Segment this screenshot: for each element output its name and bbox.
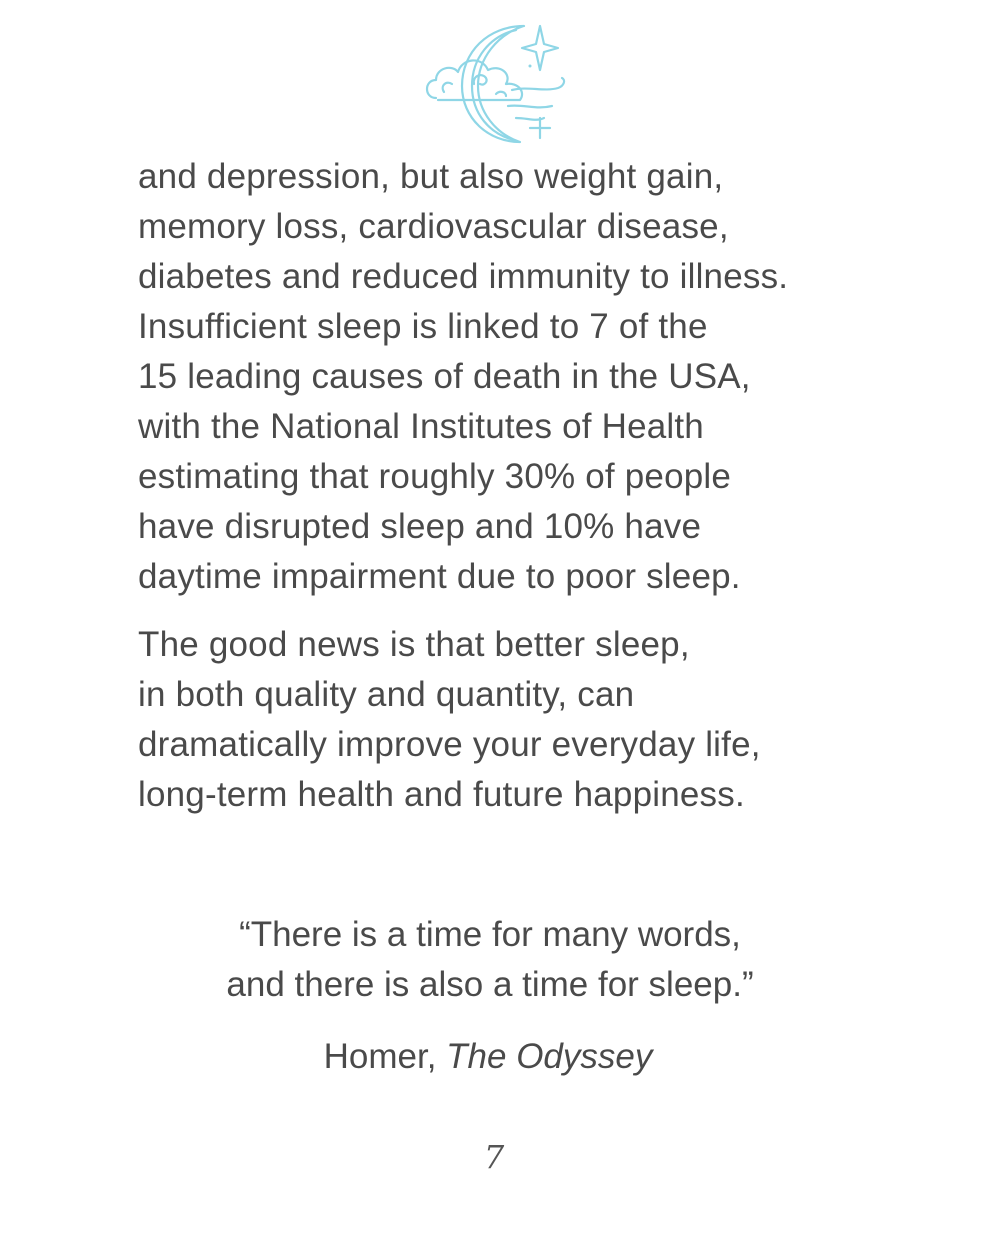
text-line: with the National Institutes of Health	[138, 407, 704, 446]
text-line: memory loss, cardiovascular disease,	[138, 207, 729, 246]
quote-author: Homer,	[323, 1037, 447, 1076]
quote-line: and there is also a time for sleep.”	[226, 965, 754, 1004]
attribution-wrapper	[323, 1037, 659, 1076]
text-line: 15 leading causes of death in the USA,	[138, 357, 751, 396]
page-number	[0, 1135, 1000, 1179]
text-line: have disrupted sleep and 10% have	[138, 507, 702, 546]
text-line: Insufficient sleep is linked to 7 of the	[138, 307, 708, 346]
text-line: diabetes and reduced immunity to illness.	[138, 257, 789, 296]
quote-line: “There is a time for many words,	[239, 915, 741, 954]
page-number-value: 7	[483, 1138, 505, 1176]
text-line: and depression, but also weight gain,	[138, 157, 724, 196]
quote-attribution	[0, 1032, 1000, 1082]
text-line: estimating that roughly 30% of people	[138, 457, 732, 496]
quote	[0, 910, 1000, 1010]
text-line: in both quality and quantity, can	[138, 675, 635, 714]
quote-work-title: The Odyssey	[446, 1037, 653, 1076]
text-line: daytime impairment due to poor sleep.	[138, 557, 741, 596]
moon-cloud-stars-icon	[416, 14, 576, 150]
body-text	[138, 152, 898, 820]
text-line: The good news is that better sleep,	[138, 625, 690, 664]
text-line: dramatically improve your everyday life,	[138, 725, 761, 764]
paragraph	[138, 152, 898, 602]
text-line: long-term health and future happiness.	[138, 775, 745, 814]
paragraph	[138, 620, 898, 820]
